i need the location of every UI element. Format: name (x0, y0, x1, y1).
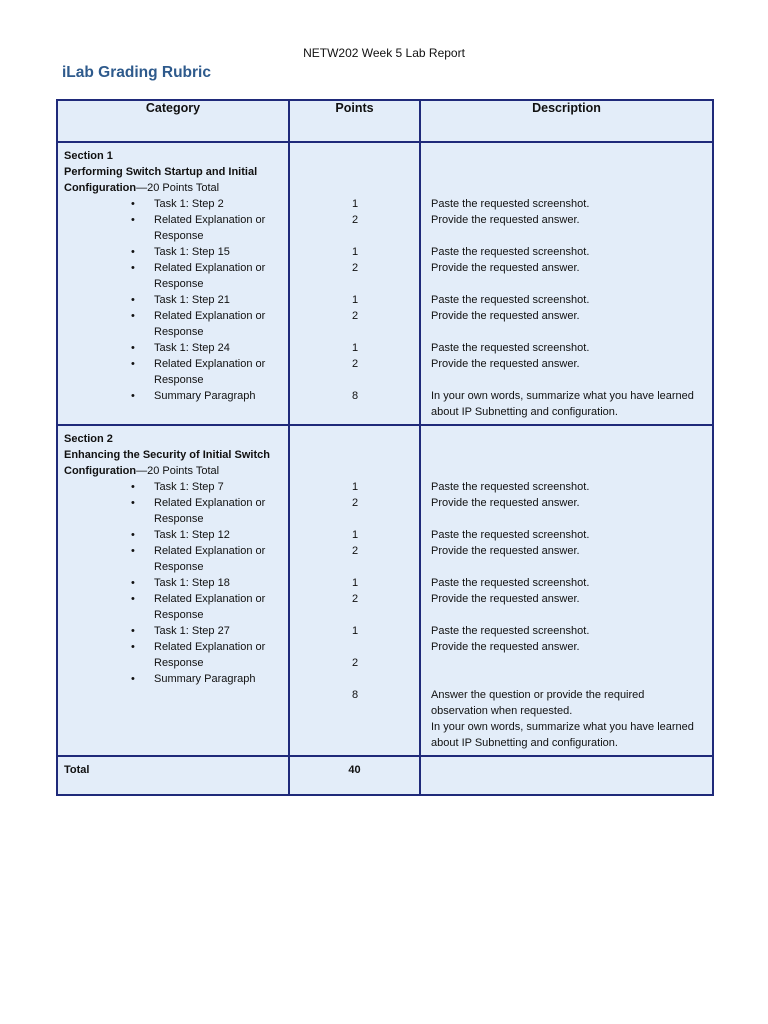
points-value: 2 (351, 657, 359, 669)
section-points-total: —20 Points Total (136, 182, 220, 194)
points-value: 1 (351, 577, 359, 589)
description-text: Provide the requested answer. (431, 310, 580, 322)
bullet-icon: • (131, 673, 135, 685)
points-value: 2 (351, 262, 359, 274)
bullet-icon: • (131, 593, 135, 605)
description-text: Provide the requested answer. (431, 214, 580, 226)
points-value: 2 (351, 593, 359, 605)
section-title-points (64, 180, 283, 196)
description-text: about IP Subnetting and configuration. (431, 406, 618, 418)
category-cell (57, 142, 289, 425)
description-text: In your own words, summarize what you have learned (431, 721, 694, 733)
description-text (427, 180, 707, 196)
total-label: Total (57, 756, 289, 795)
points-value (296, 276, 414, 292)
rubric-item (64, 495, 283, 511)
description-cell (420, 425, 713, 756)
rubric-item (64, 292, 283, 308)
description-text: Paste the requested screenshot. (431, 577, 590, 589)
points-cell (289, 425, 420, 756)
points-value: 1 (351, 246, 359, 258)
description-text: Paste the requested screenshot. (431, 625, 590, 637)
bullet-icon: • (131, 342, 135, 354)
rubric-item (64, 388, 283, 404)
rubric-item-continuation: Response (154, 230, 204, 242)
rubric-item-continuation: Response (154, 609, 204, 621)
points-value (296, 324, 414, 340)
points-value (296, 431, 414, 447)
description-text: Paste the requested screenshot. (431, 246, 590, 258)
points-value: 2 (351, 214, 359, 226)
description-text (427, 655, 707, 671)
points-value (296, 463, 414, 479)
description-text (427, 372, 707, 388)
description-text: about IP Subnetting and configuration. (431, 737, 618, 749)
description-text: In your own words, summarize what you have learned (431, 390, 694, 402)
rubric-item (64, 244, 283, 260)
points-value (296, 164, 414, 180)
description-text (427, 276, 707, 292)
points-value: 1 (351, 294, 359, 306)
rubric-item-continuation: Response (154, 561, 204, 573)
points-value: 2 (351, 545, 359, 557)
bullet-icon: • (131, 577, 135, 589)
rubric-item-label: Related Explanation or (154, 593, 266, 605)
description-text: Answer the question or provide the required (431, 689, 645, 701)
bullet-icon: • (131, 529, 135, 541)
description-text: Paste the requested screenshot. (431, 481, 590, 493)
points-value (296, 511, 414, 527)
page-title: iLab Grading Rubric (62, 64, 211, 81)
rubric-item (64, 639, 283, 655)
points-value (296, 180, 414, 196)
description-text: Provide the requested answer. (431, 545, 580, 557)
description-text: Provide the requested answer. (431, 593, 580, 605)
description-text (427, 324, 707, 340)
rubric-item-label: Task 1: Step 15 (154, 246, 230, 258)
bullet-icon: • (131, 390, 135, 402)
description-text (427, 463, 707, 479)
section-label: Section 2 (64, 433, 113, 445)
rubric-item (64, 591, 283, 607)
rubric-item-continuation: Response (154, 657, 204, 669)
grading-rubric-table (56, 99, 714, 796)
rubric-item-label: Related Explanation or (154, 641, 266, 653)
section-title-end: Configuration (64, 182, 137, 194)
points-value: 1 (351, 342, 359, 354)
points-value (296, 559, 414, 575)
section-title-end: Configuration (64, 465, 137, 477)
points-value (296, 639, 414, 655)
bullet-icon: • (131, 358, 135, 370)
rubric-item (64, 356, 283, 372)
rubric-item-label: Task 1: Step 18 (154, 577, 230, 589)
rubric-item-label: Task 1: Step 24 (154, 342, 230, 354)
section-points-total: —20 Points Total (136, 465, 220, 477)
points-value: 1 (351, 625, 359, 637)
points-value: 2 (351, 358, 359, 370)
rubric-item-label: Task 1: Step 27 (154, 625, 230, 637)
rubric-item (64, 575, 283, 591)
rubric-item-label: Task 1: Step 12 (154, 529, 230, 541)
description-text (427, 228, 707, 244)
description-text (427, 511, 707, 527)
total-points: 40 (289, 756, 420, 795)
points-cell (289, 142, 420, 425)
rubric-item-label: Related Explanation or (154, 262, 266, 274)
points-value: 2 (351, 310, 359, 322)
points-value: 1 (351, 529, 359, 541)
points-value (296, 228, 414, 244)
description-text: Provide the requested answer. (431, 641, 580, 653)
section-title: Performing Switch Startup and Initial (64, 166, 258, 178)
total-description (420, 756, 713, 795)
points-value: 8 (351, 390, 359, 402)
rubric-item-continuation: Response (154, 513, 204, 525)
description-text (427, 148, 707, 164)
table-header-row (57, 100, 713, 142)
rubric-item (64, 260, 283, 276)
points-value (296, 447, 414, 463)
description-text: observation when requested. (431, 705, 573, 717)
description-text: Paste the requested screenshot. (431, 342, 590, 354)
section-label: Section 1 (64, 150, 113, 162)
rubric-item-label: Related Explanation or (154, 310, 266, 322)
rubric-item (64, 479, 283, 495)
description-text (427, 607, 707, 623)
rubric-item-label: Related Explanation or (154, 214, 266, 226)
points-value: 1 (351, 198, 359, 210)
rubric-item-continuation: Response (154, 326, 204, 338)
description-text: Provide the requested answer. (431, 497, 580, 509)
bullet-icon: • (131, 310, 135, 322)
bullet-icon: • (131, 625, 135, 637)
rubric-item-continuation: Response (154, 278, 204, 290)
rubric-item-label: Related Explanation or (154, 497, 266, 509)
description-text (427, 447, 707, 463)
rubric-item-label: Task 1: Step 7 (154, 481, 224, 493)
rubric-item-label: Task 1: Step 21 (154, 294, 230, 306)
bullet-icon: • (131, 294, 135, 306)
bullet-icon: • (131, 198, 135, 210)
description-text: Paste the requested screenshot. (431, 294, 590, 306)
rubric-item-label: Summary Paragraph (154, 673, 256, 685)
rubric-item-label: Summary Paragraph (154, 390, 256, 402)
section-row (57, 425, 713, 756)
description-text: Provide the requested answer. (431, 262, 580, 274)
rubric-item (64, 196, 283, 212)
section-title: Enhancing the Security of Initial Switch (64, 449, 270, 461)
points-value: 2 (351, 497, 359, 509)
column-header-points: Points (289, 100, 420, 142)
bullet-icon: • (131, 641, 135, 653)
category-cell (57, 425, 289, 756)
bullet-icon: • (131, 497, 135, 509)
description-cell (420, 142, 713, 425)
rubric-item (64, 308, 283, 324)
document-header: NETW202 Week 5 Lab Report (303, 46, 465, 60)
rubric-item-label: Related Explanation or (154, 358, 266, 370)
rubric-item-label: Task 1: Step 2 (154, 198, 224, 210)
rubric-item (64, 527, 283, 543)
points-value (296, 671, 414, 687)
rubric-item-label: Related Explanation or (154, 545, 266, 557)
description-text: Provide the requested answer. (431, 358, 580, 370)
bullet-icon: • (131, 545, 135, 557)
description-text: Paste the requested screenshot. (431, 529, 590, 541)
description-text (427, 431, 707, 447)
points-value: 1 (351, 481, 359, 493)
rubric-item (64, 671, 283, 687)
description-text (427, 671, 707, 687)
rubric-item (64, 340, 283, 356)
bullet-icon: • (131, 214, 135, 226)
rubric-item (64, 212, 283, 228)
points-value: 8 (351, 689, 359, 701)
column-header-category: Category (57, 100, 289, 142)
rubric-item (64, 543, 283, 559)
column-header-description: Description (420, 100, 713, 142)
description-text (427, 164, 707, 180)
total-row (57, 756, 713, 795)
description-text: Paste the requested screenshot. (431, 198, 590, 210)
rubric-item (64, 623, 283, 639)
points-value (296, 148, 414, 164)
bullet-icon: • (131, 262, 135, 274)
section-row (57, 142, 713, 425)
bullet-icon: • (131, 246, 135, 258)
description-text (427, 559, 707, 575)
section-title-points (64, 463, 283, 479)
rubric-item-continuation: Response (154, 374, 204, 386)
points-value (296, 372, 414, 388)
points-value (296, 607, 414, 623)
bullet-icon: • (131, 481, 135, 493)
